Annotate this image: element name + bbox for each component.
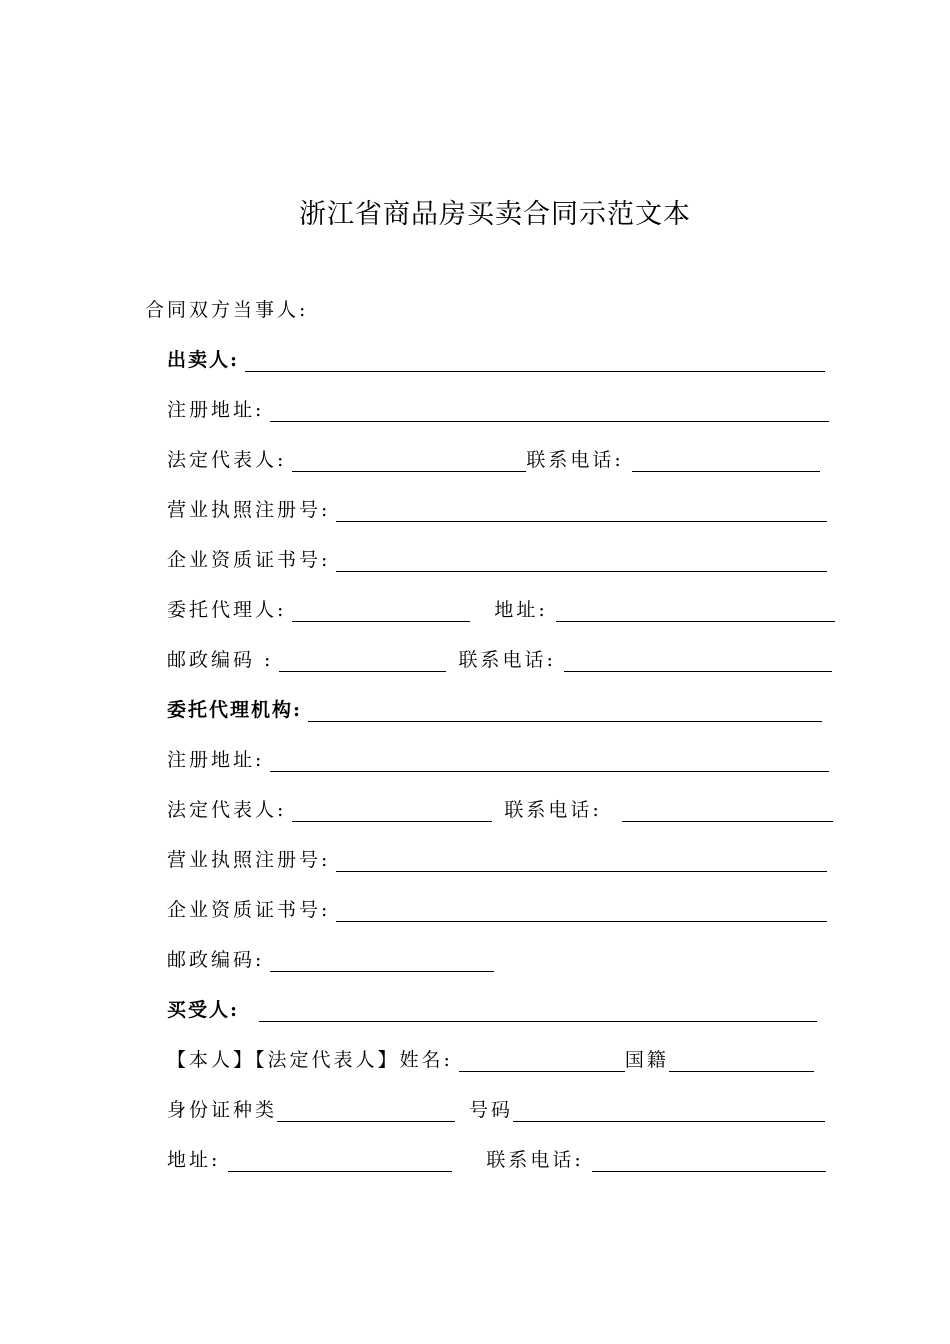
- seller-postcode-field[interactable]: [279, 649, 446, 672]
- agency-name-field[interactable]: [308, 699, 822, 722]
- seller-license-field[interactable]: [336, 499, 827, 522]
- agency-legal-rep-field[interactable]: [292, 799, 492, 822]
- buyer-nationality-label: 国籍: [624, 1049, 669, 1071]
- agency-postcode-label: 邮政编码:: [167, 949, 265, 971]
- agency-legal-rep-label: 法定代表人:: [167, 799, 287, 821]
- agency-line: [167, 692, 822, 722]
- seller-rep-line: [167, 442, 820, 472]
- parties-intro: 合同双方当事人:: [145, 299, 309, 321]
- seller-agent-address-field[interactable]: [556, 599, 835, 622]
- buyer-name-field[interactable]: [259, 999, 817, 1022]
- seller-address-label: 注册地址:: [167, 399, 265, 421]
- seller-postcode-line: [167, 642, 832, 672]
- buyer-identity-name-label: 【本人】【法定代表人】姓名:: [167, 1049, 453, 1071]
- buyer-label: 买受人:: [167, 999, 240, 1021]
- seller-phone-label: 联系电话:: [526, 449, 624, 471]
- buyer-phone-label: 联系电话:: [486, 1149, 584, 1171]
- agency-qualification-label: 企业资质证书号:: [167, 899, 331, 921]
- buyer-id-type-label: 身份证种类: [167, 1099, 278, 1121]
- buyer-nationality-field[interactable]: [669, 1049, 814, 1072]
- agency-address-field[interactable]: [270, 749, 829, 772]
- seller-qualification-field[interactable]: [336, 549, 827, 572]
- agency-qualification-line: [167, 892, 827, 922]
- seller-phone-field[interactable]: [632, 449, 820, 472]
- buyer-id-number-label: 号码: [469, 1099, 514, 1121]
- parties-intro-line: [145, 292, 308, 322]
- seller-license-label: 营业执照注册号:: [167, 499, 331, 521]
- agency-license-label: 营业执照注册号:: [167, 849, 331, 871]
- seller-postcode-label: 邮政编码 :: [167, 649, 274, 671]
- buyer-id-line: [167, 1092, 825, 1122]
- buyer-phone-field[interactable]: [592, 1149, 826, 1172]
- seller-agent-address-label: 地址:: [494, 599, 548, 621]
- seller-line: [167, 342, 825, 372]
- agency-phone-label: 联系电话:: [504, 799, 602, 821]
- seller-agent-field[interactable]: [292, 599, 470, 622]
- agency-license-field[interactable]: [336, 849, 827, 872]
- seller-name-field[interactable]: [245, 349, 825, 372]
- agency-phone-field[interactable]: [622, 799, 833, 822]
- seller-address-field[interactable]: [270, 399, 829, 422]
- agency-address-line: [167, 742, 829, 772]
- buyer-name-input[interactable]: [459, 1049, 625, 1072]
- agency-postcode-field[interactable]: [270, 949, 494, 972]
- seller-qualification-label: 企业资质证书号:: [167, 549, 331, 571]
- seller-label: 出卖人:: [167, 349, 240, 371]
- document-title: 浙江省商品房买卖合同示范文本: [299, 199, 691, 230]
- seller-legal-rep-label: 法定代表人:: [167, 449, 287, 471]
- seller-legal-rep-field[interactable]: [292, 449, 526, 472]
- seller-agent-phone-label: 联系电话:: [458, 649, 556, 671]
- seller-address-line: [167, 392, 829, 422]
- agency-label: 委托代理机构:: [167, 699, 303, 721]
- seller-license-line: [167, 492, 827, 522]
- buyer-identity-line: [167, 1042, 814, 1072]
- seller-agent-label: 委托代理人:: [167, 599, 287, 621]
- seller-qualification-line: [167, 542, 827, 572]
- agency-postcode-line: [167, 942, 494, 972]
- buyer-address-label: 地址:: [167, 1149, 221, 1171]
- buyer-address-field[interactable]: [228, 1149, 452, 1172]
- agency-qualification-field[interactable]: [336, 899, 827, 922]
- buyer-id-type-field[interactable]: [277, 1099, 455, 1122]
- seller-agent-phone-field[interactable]: [564, 649, 832, 672]
- agency-license-line: [167, 842, 827, 872]
- buyer-line: [167, 992, 817, 1022]
- seller-agent-line: [167, 592, 835, 622]
- agency-address-label: 注册地址:: [167, 749, 265, 771]
- buyer-address-line: [167, 1142, 826, 1172]
- buyer-id-number-field[interactable]: [513, 1099, 825, 1122]
- agency-rep-line: [167, 792, 833, 822]
